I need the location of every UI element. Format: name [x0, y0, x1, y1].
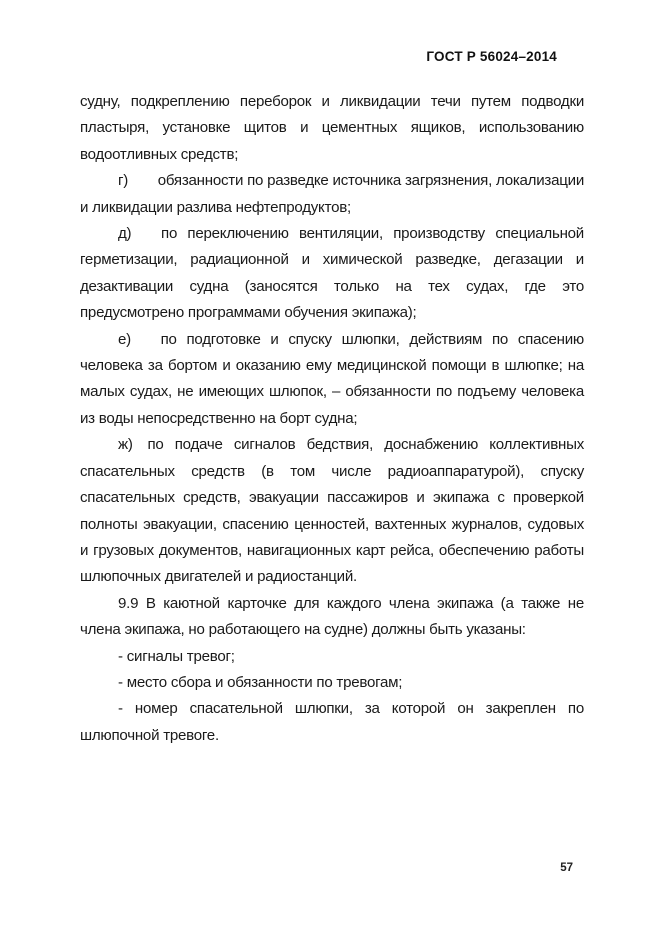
paragraph-item-e: е) по подготовке и спуску шлюпки, действиям по спасению человека за бортом и оказанию ему медицинской помощи в шлюпке; на малых судах, не имеющих шлюпок, – обязанности по подъему человека из воды непосредственно на борт судна; [80, 330, 584, 427]
paragraph-continuation: судну, подкреплению переборок и ликвидации течи путем подводки пластыря, установке щитов и цементных ящиков, использованию водоотливных средств; [80, 93, 584, 163]
list-item-muster-station: - место сбора и обязанности по тревогам; [118, 673, 403, 691]
paragraph-clause-9-9: 9.9 В каютной карточке для каждого члена экипажа (а также не члена экипажа, но работающего на судне) должны быть указаны: [80, 594, 584, 639]
page-number: 57 [560, 862, 573, 874]
list-item-alarm-signals: - сигналы тревог; [118, 647, 235, 665]
paragraph-item-zh: ж) по подаче сигналов бедствия, доснабжению коллективных спасательных средств (в том числе радиоаппаратурой), спуску спасательных средств, эвакуации пассажиров и экипажа с проверкой полноты эвакуации, спасению ценностей, вахтенных журналов, судовых и грузовых документов, навигационных карт рейса, обеспечению работы шлюпочных двигателей и радиостанций. [80, 436, 584, 586]
document-body [80, 89, 584, 749]
document-code-header: ГОСТ Р 56024–2014 [426, 49, 557, 64]
paragraph-item-g: г) обязанности по разведке источника загрязнения, локализации и ликвидации разлива нефтепродуктов; [80, 172, 584, 216]
list-item-lifeboat-number: - номер спасательной шлюпки, за которой он закреплен по шлюпочной тревоге. [80, 700, 584, 744]
paragraph-item-d: д) по переключению вентиляции, производству специальной герметизации, радиационной и химической разведке, дегазации и дезактивации судна (заносятся только на тех судах, где это предусмотрено программами обучения экипажа); [80, 225, 584, 322]
